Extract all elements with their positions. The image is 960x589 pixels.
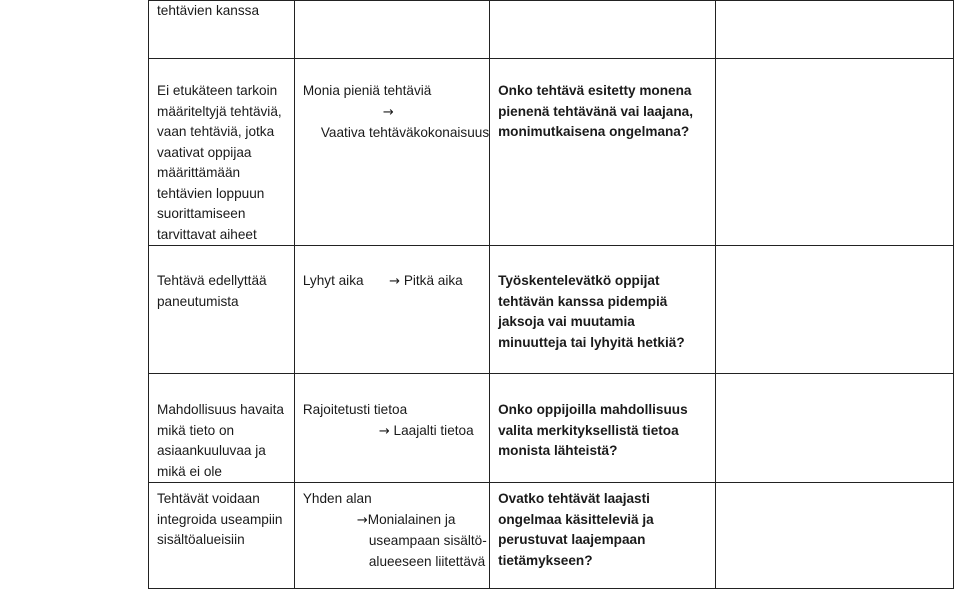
arrow-icon: → xyxy=(382,104,394,120)
criterion-text: tarvittavat aiheet xyxy=(157,226,257,242)
criterion-text: tehtävien loppuun xyxy=(157,185,265,201)
criterion-text: tehtävien kanssa xyxy=(157,3,260,18)
criterion-text: määriteltyjä tehtäviä, xyxy=(157,103,282,119)
question-text: minuutteja tai lyhyitä hetkiä? xyxy=(498,334,685,350)
criterion-text: Ei etukäteen tarkoin xyxy=(157,83,278,98)
arrow-icon: → xyxy=(389,274,401,289)
scale-cell xyxy=(294,374,489,483)
criterion-text: Mahdollisuus havaita xyxy=(157,402,284,417)
scale-cell xyxy=(294,59,489,246)
question-text: Ovatko tehtävät laajasti xyxy=(498,491,650,506)
criterion-text: Tehtävä edellyttää xyxy=(157,273,267,288)
question-text: ongelmaa käsitteleviä ja xyxy=(498,511,654,527)
arrow-icon: → xyxy=(378,423,390,439)
question-text: pienenä tehtävänä vai laajana, xyxy=(498,103,693,119)
criterion-cell xyxy=(149,246,295,374)
scale-start-text: Rajoitetusti tietoa xyxy=(302,402,408,417)
table-row xyxy=(149,246,954,374)
criterion-cell xyxy=(149,374,295,483)
question-text: tehtävän kanssa pidempiä xyxy=(498,293,668,309)
question-cell xyxy=(490,246,716,374)
criterion-text: määrittämään xyxy=(157,165,241,180)
scale-end-text: useampaan sisältö- xyxy=(368,533,487,548)
empty-cell xyxy=(715,483,953,589)
criterion-text: integroida useampiin xyxy=(157,511,283,527)
criterion-text: asiaankuuluvaa ja xyxy=(157,443,266,458)
criterion-text: sisältöalueisiin xyxy=(157,532,245,547)
criterion-cell xyxy=(149,59,295,246)
table-row xyxy=(149,374,954,483)
scale-start-text: Monia pieniä tehtäviä xyxy=(302,83,432,98)
question-text: jaksoja vai muutamia xyxy=(498,314,635,329)
scale-cell xyxy=(294,483,489,589)
scale-end-text: alueeseen liitettävä xyxy=(368,553,486,569)
criterion-text: mikä ei ole xyxy=(157,463,222,479)
empty-cell xyxy=(715,374,953,483)
criterion-text: Tehtävät voidaan xyxy=(157,491,260,506)
table-row xyxy=(149,59,954,246)
scale-start-text: Lyhyt aika xyxy=(302,273,364,288)
empty-cell xyxy=(715,59,953,246)
scale-end-text: Laajalti tietoa xyxy=(393,422,474,438)
question-cell xyxy=(490,1,716,59)
question-text: valita merkityksellistä tietoa xyxy=(498,422,679,438)
scale-cell xyxy=(294,246,489,374)
scale-end-text: Vaativa tehtäväkokonaisuus xyxy=(320,125,490,140)
question-text: monimutkaisena ongelmana? xyxy=(498,124,690,139)
criteria-table xyxy=(148,0,954,589)
scale-start-text: Yhden alan xyxy=(302,491,372,506)
criterion-text: mikä tieto on xyxy=(157,422,235,438)
question-cell xyxy=(490,483,716,589)
criterion-cell xyxy=(149,483,295,589)
scale-cell xyxy=(294,1,489,59)
question-text: perustuvat laajempaan xyxy=(498,532,646,547)
question-cell xyxy=(490,374,716,483)
criterion-text: suorittamiseen xyxy=(157,206,246,221)
table-row xyxy=(149,483,954,589)
question-text: monista lähteistä? xyxy=(498,443,618,458)
scale-end-text: Pitkä aika xyxy=(403,273,463,288)
scale-end-text: Monialainen ja xyxy=(367,511,456,527)
arrow-icon: → xyxy=(356,512,368,528)
question-cell xyxy=(490,59,716,246)
criterion-text: vaan tehtäviä, jotka xyxy=(157,124,275,139)
criterion-text: vaativat oppijaa xyxy=(157,144,252,160)
criterion-cell xyxy=(149,1,295,59)
table-row xyxy=(149,1,954,59)
empty-cell xyxy=(715,246,953,374)
question-text: Onko oppijoilla mahdollisuus xyxy=(498,402,688,417)
question-text: tietämykseen? xyxy=(498,552,593,568)
question-text: Työskentelevätkö oppijat xyxy=(498,273,660,288)
question-text: Onko tehtävä esitetty monena xyxy=(498,83,692,98)
empty-cell xyxy=(715,1,953,59)
criterion-text: paneutumista xyxy=(157,293,239,309)
